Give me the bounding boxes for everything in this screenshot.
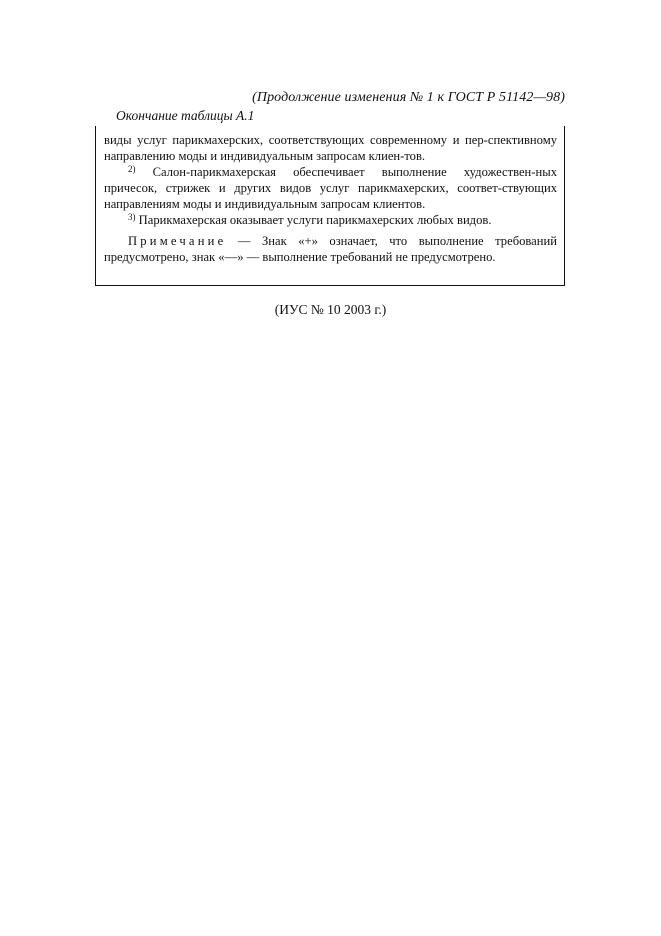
footnote-3-text: Парикмахерская оказывает услуги парикмахерских любых видов. (138, 213, 492, 227)
table-note (104, 233, 557, 265)
footnote-2-text: Салон-парикмахерская обеспечивает выполнение художествен-ных причесок, стрижек и других видов услуг парикмахерских, соответ-ствующих направлениям моды и индивидуальным запросам клиентов. (104, 165, 557, 211)
footnote-continuation: виды услуг парикмахерских, соответствующих современному и пер-спективному направлению моды и индивидуальным запросам клиен-тов. (104, 133, 557, 163)
footnote-3 (104, 212, 557, 228)
footnote-2 (104, 164, 557, 212)
note-text: — Знак «+» означает, что выполнение требований предусмотрено, знак «—» — выполнение требований не предусмотрено. (104, 234, 557, 264)
table-caption: Окончание таблицы А.1 (116, 108, 255, 123)
continuation-header: (Продолжение изменения № 1 к ГОСТ Р 51142—98) (252, 90, 565, 105)
footnote-2-marker: 2) (128, 164, 136, 174)
table-end-box (95, 126, 565, 286)
ius-reference: (ИУС № 10 2003 г.) (274, 302, 387, 317)
note-label: Примечание (128, 234, 227, 248)
table-notes (104, 132, 557, 265)
footnote-3-marker: 3) (128, 212, 136, 222)
